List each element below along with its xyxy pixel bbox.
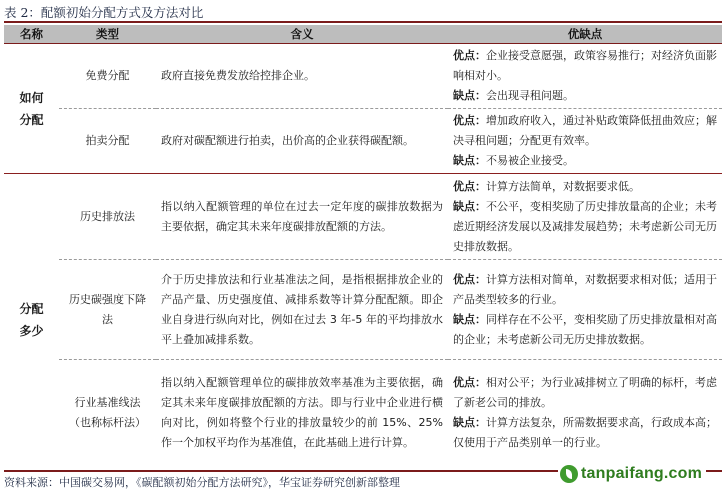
table-row	[4, 44, 722, 109]
source-note: 资料来源：中国碳交易网，《碳配额初始分配方法研究》，华宝证券研究创新部整理	[4, 470, 722, 490]
watermark-text: tanpaifang.com	[581, 465, 703, 482]
pro-line: 优点：计算方法相对简单，对数据要求相对低；适用于产品类型较多的行业。	[453, 272, 717, 306]
table-title: 表 2：配额初始分配方式及方法对比	[4, 2, 722, 23]
comparison-table	[4, 25, 722, 466]
table-row	[4, 174, 722, 260]
type-cell: 免费分配	[59, 44, 156, 109]
pros-cons-cell	[448, 260, 722, 360]
meaning-cell: 介于历史排放法和行业基准法之间，是指根据排放企业的产品产量、历史强度值、减排系数等计算分配配额。即企业自身进行纵向对比，例如在过去 3 年-5 年的平均排放水平上叠加减排系数。	[156, 260, 448, 360]
meaning-cell: 指以纳入配额管理单位的碳排放效率基准为主要依据，确定其未来年度碳排放配额的方法。即与行业中企业进行横向对比，例如将整个行业的排放量较少的前 15%、25%作一个加权平均作为基准值，在此基础上进行计算。	[161, 375, 443, 449]
pro-line: 优点：计算方法简单，对数据要求低。	[453, 179, 640, 193]
type-cell: 行业基准线法（也称标杆法）	[69, 395, 146, 429]
con-line: 缺点：计算方法复杂，所需数据要求高，行政成本高；仅使用于产品类别单一的行业。	[453, 415, 717, 449]
header-meaning: 含义	[156, 25, 448, 44]
group-name: 如何分配	[4, 44, 59, 174]
pro-line: 优点：增加政府收入，通过补贴政策降低扭曲效应；解决寻租问题；分配更有效率。	[453, 114, 717, 147]
type-cell: 拍卖分配	[59, 109, 156, 174]
pro-line: 优点：相对公平；为行业减排树立了明确的标杆，考虑了新老公司的排放。	[453, 375, 717, 409]
pros-cons-cell	[448, 109, 722, 174]
header-row	[4, 25, 722, 44]
table-row	[4, 260, 722, 360]
header-name: 名称	[4, 25, 59, 44]
meaning-cell: 政府直接免费发放给控排企业。	[156, 44, 448, 109]
table-row	[4, 360, 722, 466]
meaning-cell: 政府对碳配额进行拍卖，出价高的企业获得碳配额。	[156, 109, 448, 174]
header-type: 类型	[59, 25, 156, 44]
group-name: 分配多少	[19, 301, 44, 338]
pro-line: 优点：企业接受意愿强，政策容易推行；对经济负面影响相对小。	[453, 49, 717, 82]
header-pros-cons: 优缺点	[448, 25, 722, 44]
table-row	[4, 109, 722, 174]
pros-cons-cell	[448, 360, 722, 466]
watermark-logo	[558, 462, 706, 486]
pros-cons-cell	[448, 44, 722, 109]
pros-cons-cell	[448, 174, 722, 260]
con-line: 缺点：不公平，变相奖励了历史排放量高的企业；未考虑近期经济发展以及减排发展趋势；未考虑新公司无历史排放数据。	[453, 199, 717, 253]
type-cell: 历史排放法	[59, 174, 156, 260]
type-cell: 历史碳强度下降法	[59, 260, 156, 360]
con-line: 缺点：同样存在不公平，变相奖励了历史排放量相对高的企业；未考虑新公司无历史排放数据。	[453, 312, 717, 346]
con-line: 缺点：会出现寻租问题。	[453, 89, 574, 102]
con-line: 缺点：不易被企业接受。	[453, 154, 574, 167]
meaning-cell: 指以纳入配额管理的单位在过去一定年度的碳排放数据为主要依据，确定其未来年度碳排放配额的方法。	[156, 174, 448, 260]
leaf-icon	[560, 465, 578, 483]
